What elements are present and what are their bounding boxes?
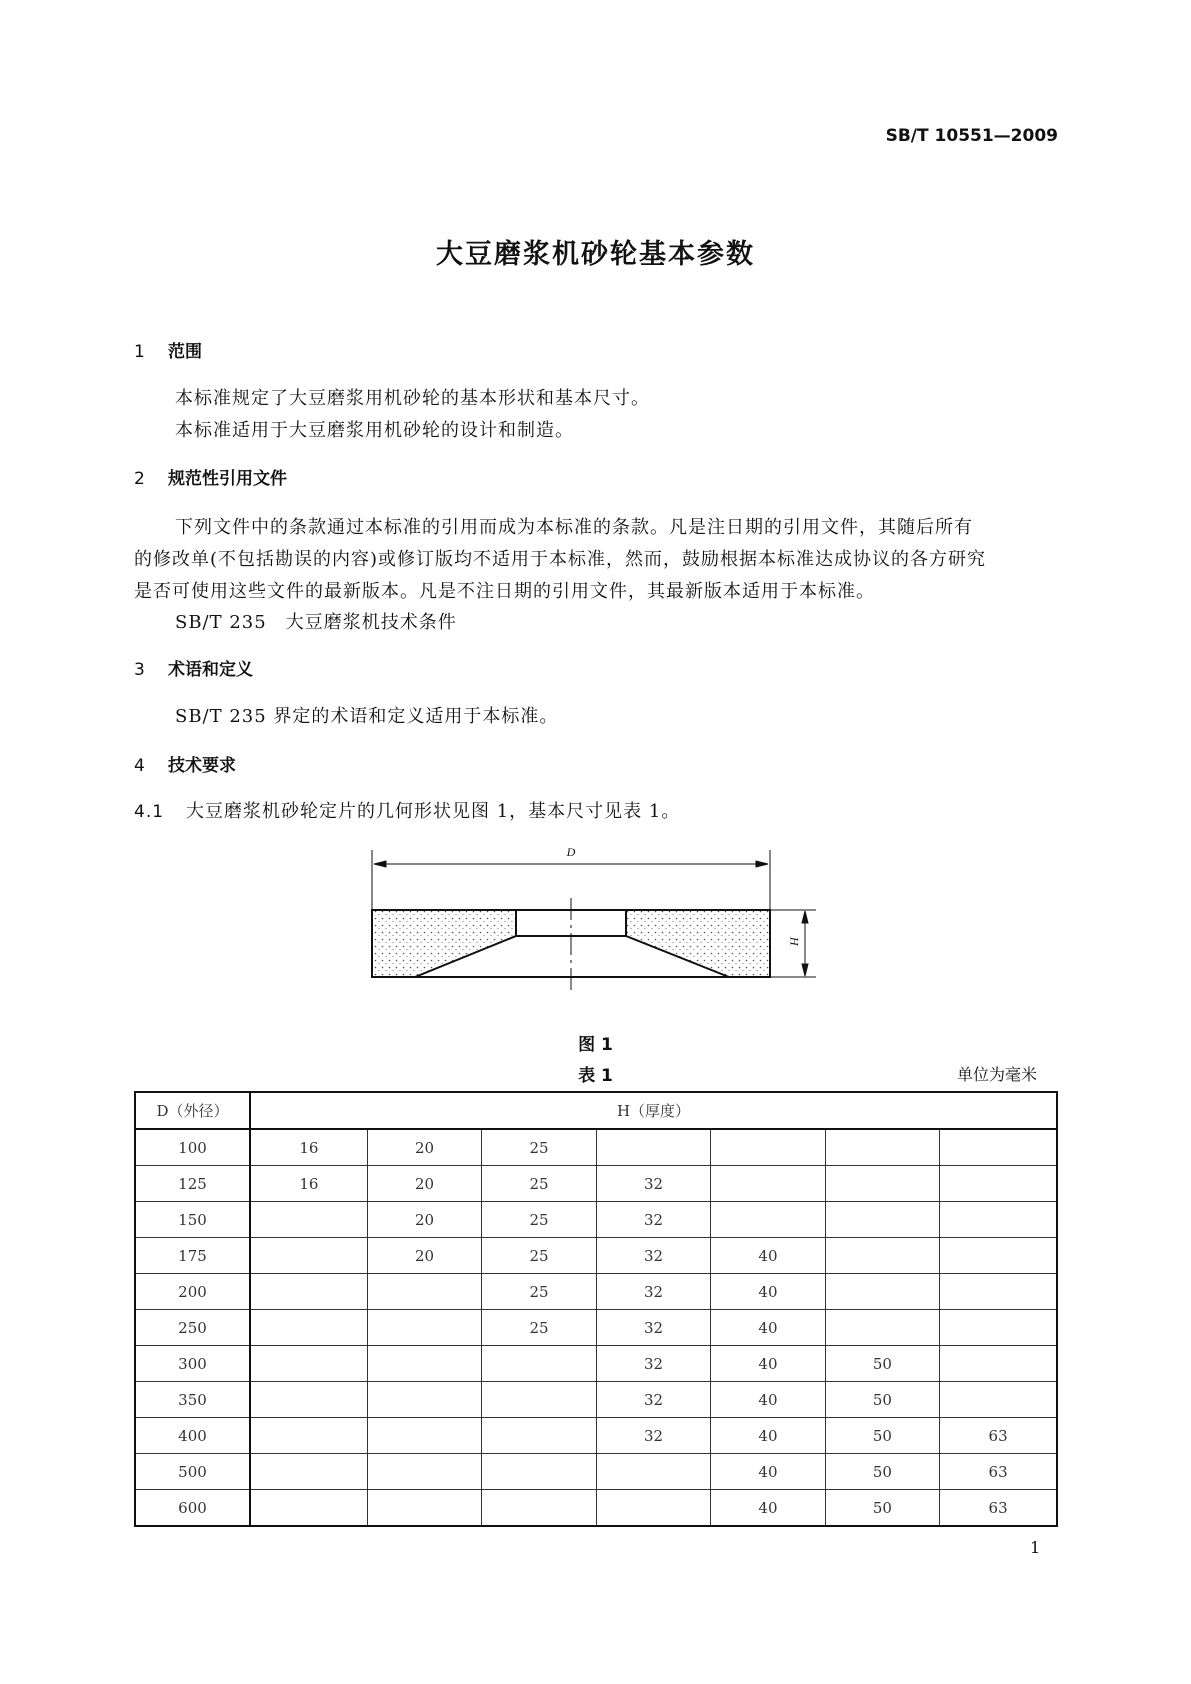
- cell-thickness: 25: [482, 1274, 596, 1310]
- clause-4-1: 4.1 大豆磨浆机砂轮定片的几何形状见图 1，基本尺寸见表 1。: [134, 801, 681, 822]
- cell-thickness: [367, 1418, 481, 1454]
- cell-thickness: [711, 1202, 825, 1238]
- cell-thickness: 32: [596, 1274, 710, 1310]
- cell-thickness: [711, 1166, 825, 1202]
- cell-diameter: 600: [135, 1490, 250, 1527]
- table-header-row: [135, 1092, 1057, 1129]
- header-d: D（外径）: [135, 1092, 250, 1129]
- cell-thickness: [482, 1490, 596, 1527]
- cell-thickness: 50: [825, 1454, 939, 1490]
- cell-thickness: [596, 1490, 710, 1527]
- cell-thickness: [367, 1310, 481, 1346]
- cell-thickness: [250, 1418, 367, 1454]
- cell-thickness: [825, 1202, 939, 1238]
- section-1-heading: 1 范围: [134, 342, 202, 362]
- cell-diameter: 300: [135, 1346, 250, 1382]
- cell-thickness: [250, 1202, 367, 1238]
- cell-thickness: [250, 1274, 367, 1310]
- paragraph: 本标准适用于大豆磨浆用机砂轮的设计和制造。: [175, 420, 574, 441]
- cell-thickness: [825, 1166, 939, 1202]
- page-title: 大豆磨浆机砂轮基本参数: [436, 239, 755, 270]
- cell-diameter: 200: [135, 1274, 250, 1310]
- cell-thickness: [940, 1346, 1057, 1382]
- cell-thickness: 20: [367, 1129, 481, 1166]
- cell-thickness: [825, 1238, 939, 1274]
- cell-thickness: 25: [482, 1202, 596, 1238]
- cell-thickness: 25: [482, 1238, 596, 1274]
- cell-thickness: [250, 1346, 367, 1382]
- cell-thickness: [367, 1490, 481, 1527]
- cell-thickness: 25: [482, 1310, 596, 1346]
- figure-caption: 图 1: [578, 1035, 613, 1055]
- paragraph: 是否可使用这些文件的最新版本。凡是不注日期的引用文件，其最新版本适用于本标准。: [134, 581, 875, 602]
- cell-diameter: 175: [135, 1238, 250, 1274]
- label-d: D: [566, 845, 576, 859]
- cell-thickness: 50: [825, 1346, 939, 1382]
- cell-diameter: 250: [135, 1310, 250, 1346]
- cell-thickness: 16: [250, 1129, 367, 1166]
- cell-thickness: [250, 1238, 367, 1274]
- cell-thickness: [940, 1310, 1057, 1346]
- cell-thickness: [367, 1454, 481, 1490]
- cell-diameter: 400: [135, 1418, 250, 1454]
- table-row: [135, 1418, 1057, 1454]
- cell-thickness: 25: [482, 1166, 596, 1202]
- table-row: [135, 1346, 1057, 1382]
- cell-thickness: 40: [711, 1454, 825, 1490]
- cell-thickness: [250, 1454, 367, 1490]
- cell-thickness: 40: [711, 1274, 825, 1310]
- cell-thickness: [825, 1310, 939, 1346]
- table-caption: 表 1: [578, 1066, 613, 1086]
- cell-thickness: 50: [825, 1418, 939, 1454]
- cell-thickness: 40: [711, 1418, 825, 1454]
- cell-thickness: 32: [596, 1382, 710, 1418]
- cell-thickness: [596, 1129, 710, 1166]
- label-h: H: [787, 937, 801, 946]
- table-row: [135, 1382, 1057, 1418]
- cell-thickness: 50: [825, 1382, 939, 1418]
- cell-diameter: 100: [135, 1129, 250, 1166]
- cell-thickness: [482, 1382, 596, 1418]
- cell-thickness: [940, 1129, 1057, 1166]
- cell-thickness: 40: [711, 1310, 825, 1346]
- paragraph: SB/T 235 界定的术语和定义适用于本标准。: [175, 706, 559, 727]
- cell-thickness: 32: [596, 1238, 710, 1274]
- cell-thickness: 25: [482, 1129, 596, 1166]
- cell-thickness: 20: [367, 1166, 481, 1202]
- cell-diameter: 150: [135, 1202, 250, 1238]
- cell-thickness: [940, 1202, 1057, 1238]
- cell-thickness: [250, 1382, 367, 1418]
- cell-thickness: 32: [596, 1202, 710, 1238]
- page-number: 1: [1030, 1538, 1041, 1557]
- table-row: [135, 1202, 1057, 1238]
- cell-diameter: 350: [135, 1382, 250, 1418]
- cell-thickness: 63: [940, 1490, 1057, 1527]
- cell-thickness: [250, 1310, 367, 1346]
- cell-thickness: [250, 1490, 367, 1527]
- cell-thickness: 40: [711, 1346, 825, 1382]
- table-row: [135, 1129, 1057, 1166]
- cell-thickness: [825, 1274, 939, 1310]
- document-number: SB/T 10551—2009: [885, 126, 1058, 146]
- table-row: [135, 1274, 1057, 1310]
- cell-thickness: 32: [596, 1346, 710, 1382]
- table-row: [135, 1166, 1057, 1202]
- table-row: [135, 1310, 1057, 1346]
- cell-thickness: 32: [596, 1310, 710, 1346]
- cell-thickness: [482, 1418, 596, 1454]
- cell-thickness: 50: [825, 1490, 939, 1527]
- section-3-heading: 3 术语和定义: [134, 660, 253, 680]
- table-row: [135, 1454, 1057, 1490]
- cell-thickness: 40: [711, 1238, 825, 1274]
- table-row: [135, 1490, 1057, 1527]
- paragraph: 本标准规定了大豆磨浆用机砂轮的基本形状和基本尺寸。: [175, 388, 650, 409]
- cell-thickness: 16: [250, 1166, 367, 1202]
- table-row: [135, 1238, 1057, 1274]
- cell-thickness: 20: [367, 1202, 481, 1238]
- paragraph: 下列文件中的条款通过本标准的引用而成为本标准的条款。凡是注日期的引用文件，其随后所有: [175, 517, 973, 538]
- cell-thickness: 63: [940, 1418, 1057, 1454]
- cell-thickness: [596, 1454, 710, 1490]
- header-h: H（厚度）: [250, 1092, 1057, 1129]
- reference-item: SB/T 235 大豆磨浆机技术条件: [175, 612, 457, 633]
- section-4-heading: 4 技术要求: [134, 756, 236, 776]
- cell-thickness: 40: [711, 1382, 825, 1418]
- cell-thickness: [940, 1166, 1057, 1202]
- cell-diameter: 500: [135, 1454, 250, 1490]
- cell-thickness: [940, 1238, 1057, 1274]
- cell-thickness: 32: [596, 1166, 710, 1202]
- cell-thickness: [940, 1274, 1057, 1310]
- cell-thickness: [482, 1454, 596, 1490]
- cell-thickness: 40: [711, 1490, 825, 1527]
- cell-thickness: [482, 1346, 596, 1382]
- cell-thickness: 32: [596, 1418, 710, 1454]
- grinding-wheel-diagram: [360, 840, 840, 990]
- cell-thickness: 20: [367, 1238, 481, 1274]
- table-unit: 单位为毫米: [956, 1065, 1037, 1084]
- paragraph: 的修改单(不包括勘误的内容)或修订版均不适用于本标准，然而，鼓励根据本标准达成协议的各方研究: [134, 549, 987, 570]
- cell-thickness: [825, 1129, 939, 1166]
- cell-thickness: [711, 1129, 825, 1166]
- cell-diameter: 125: [135, 1166, 250, 1202]
- cell-thickness: [367, 1346, 481, 1382]
- section-2-heading: 2 规范性引用文件: [134, 469, 287, 489]
- cell-thickness: [940, 1382, 1057, 1418]
- dimension-table: [134, 1091, 1058, 1527]
- cell-thickness: 63: [940, 1454, 1057, 1490]
- cell-thickness: [367, 1274, 481, 1310]
- cell-thickness: [367, 1382, 481, 1418]
